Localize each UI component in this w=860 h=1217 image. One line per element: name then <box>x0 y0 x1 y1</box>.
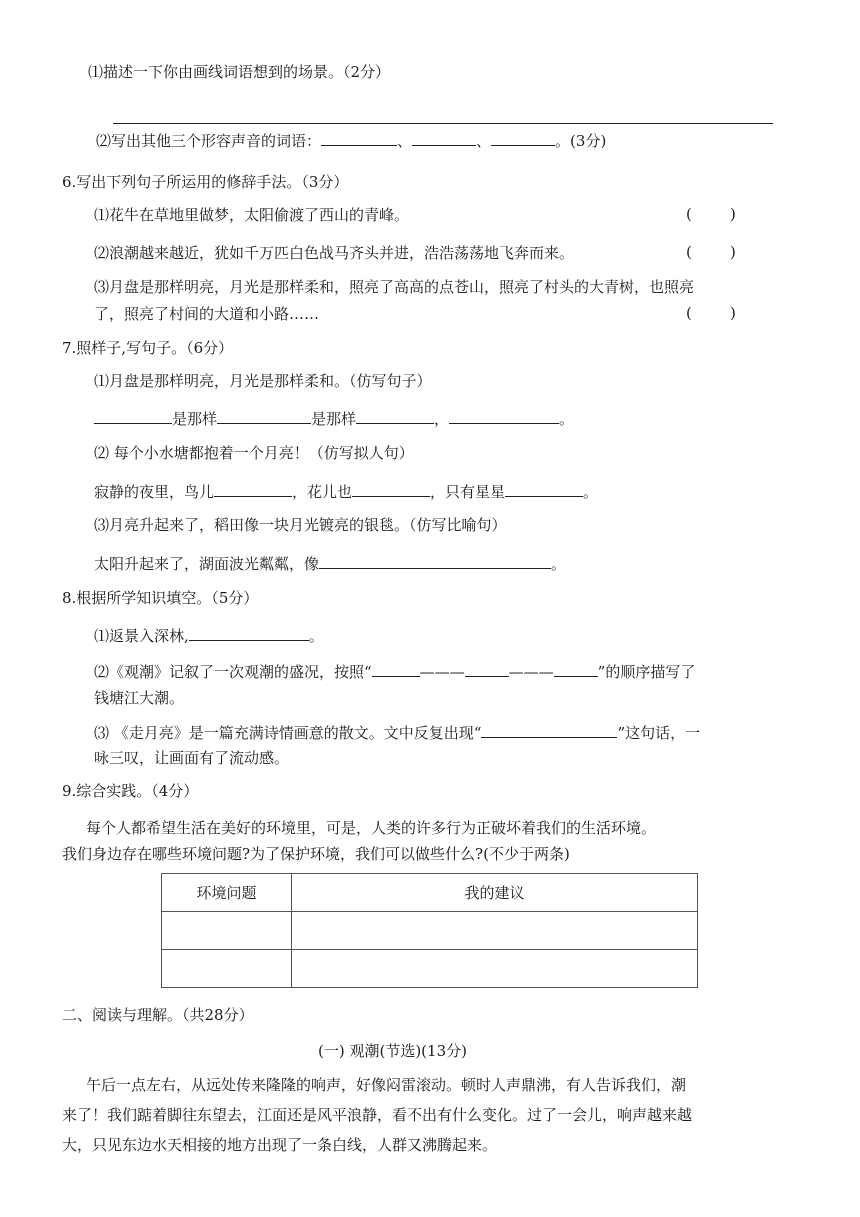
q8-item-1 <box>94 624 324 646</box>
answer-blank[interactable] <box>352 480 430 497</box>
answer-blank[interactable] <box>481 721 617 738</box>
table-header-problem: 环境问题 <box>162 874 292 912</box>
answer-blank[interactable] <box>491 129 555 146</box>
q7-sentence-2-answer <box>94 480 598 502</box>
q8-item-3 <box>94 721 700 743</box>
q5-sub2-suffix: 。(3分) <box>555 132 607 150</box>
q5-sub2-prefix: ⑵写出其他三个形容声音的词语： <box>96 132 322 150</box>
answer-blank[interactable] <box>217 407 311 424</box>
text: 。 <box>559 410 575 428</box>
q7-sentence-2: ⑵ 每个小水塘都抱着一个月亮！（仿写拟人句） <box>94 444 414 462</box>
text: ⑶ 《走月亮》是一篇充满诗情画意的散文。文中反复出现“ <box>94 724 482 742</box>
q9-paragraph-1: 每个人都希望生活在美好的环境里，可是，人类的许多行为正破坏着我们的生活环境。 <box>86 819 657 837</box>
q6-sentence-2: ⑵浪潮越来越近，犹如千万匹白色战马齐头并进，浩浩荡荡地飞奔而来。 <box>94 244 575 262</box>
q7-sentence-3: ⑶月亮升起来了，稻田像一块月光镀亮的银毯。（仿写比喻句） <box>94 516 507 534</box>
q5-sub1: ⑴描述一下你由画线词语想到的场景。（2分） <box>88 63 391 81</box>
separator: 、 <box>397 132 413 150</box>
text: 。 <box>551 555 567 573</box>
table-cell-input[interactable] <box>292 912 698 950</box>
answer-paren[interactable]: ( ) <box>686 304 736 322</box>
q8-item-2 <box>94 660 695 682</box>
answer-blank[interactable] <box>189 624 309 641</box>
table-cell-input[interactable] <box>162 912 292 950</box>
answer-blank[interactable] <box>505 480 583 497</box>
q7-sentence-1-answer <box>94 407 574 429</box>
text: 。 <box>583 483 599 501</box>
table-row <box>162 912 698 950</box>
text: ”的顺序描写了 <box>597 663 696 681</box>
text: 是那样 <box>172 410 218 428</box>
text: 太阳升起来了，湖面波光粼粼，像 <box>94 555 320 573</box>
table-row <box>162 950 698 988</box>
answer-blank[interactable] <box>449 407 559 424</box>
passage-line-3: 大，只见东边水天相接的地方出现了一条白线，人群又沸腾起来。 <box>62 1136 498 1154</box>
text: ”这句话，一 <box>617 724 701 742</box>
text: ，只有星星 <box>430 483 506 501</box>
table-cell-input[interactable] <box>162 950 292 988</box>
section-2-title: 二、阅读与理解。（共28分） <box>62 1006 254 1024</box>
q8-title: 8.根据所学知识填空。（5分） <box>62 589 259 607</box>
q9-paragraph-2: 我们身边存在哪些环境问题?为了保护环境，我们可以做些什么?(不少于两条) <box>62 845 570 863</box>
answer-blank[interactable] <box>465 660 509 677</box>
table-header-row <box>162 874 698 912</box>
answer-blank[interactable] <box>554 660 598 677</box>
q9-title: 9.综合实践。（4分） <box>62 782 199 800</box>
q8-item-3-line2: 咏三叹，让画面有了流动感。 <box>94 749 290 767</box>
answer-blank[interactable] <box>319 552 551 569</box>
q6-sentence-3-line2: 了，照亮了村间的大道和小路…… <box>94 305 320 323</box>
separator: 、 <box>476 132 492 150</box>
answer-blank[interactable] <box>356 407 434 424</box>
answer-blank[interactable] <box>412 129 476 146</box>
q6-title: 6.写出下列句子所运用的修辞手法。（3分） <box>62 173 349 191</box>
passage-title: (一) 观潮(节选)(13分) <box>318 1042 467 1060</box>
q6-sentence-3-line1: ⑶月盘是那样明亮，月光是那样柔和，照亮了高高的点苍山，照亮了村头的大青树，也照亮 <box>94 278 695 296</box>
dash: ——— <box>508 663 554 681</box>
table-cell-input[interactable] <box>292 950 698 988</box>
environment-table <box>161 873 698 988</box>
q7-sentence-1: ⑴月盘是那样明亮，月光是那样柔和。（仿写句子） <box>94 372 432 390</box>
passage-line-1: 午后一点左右，从远处传来隆隆的响声，好像闷雷滚动。顿时人声鼎沸，有人告诉我们，潮 <box>86 1076 687 1094</box>
q7-sentence-3-answer <box>94 552 566 574</box>
text: ，花儿也 <box>292 483 353 501</box>
answer-paren[interactable]: ( ) <box>686 205 736 223</box>
answer-blank[interactable] <box>372 660 420 677</box>
text: 寂静的夜里，鸟儿 <box>94 483 215 501</box>
text: ⑵《观潮》记叙了一次观潮的盛况，按照“ <box>94 663 372 681</box>
answer-blank[interactable] <box>214 480 292 497</box>
answer-paren[interactable]: ( ) <box>686 243 736 261</box>
q5-sub2 <box>96 129 606 151</box>
answer-line[interactable] <box>113 123 773 124</box>
text: ， <box>434 410 450 428</box>
text: 。 <box>308 627 324 645</box>
answer-blank[interactable] <box>94 407 172 424</box>
dash: ——— <box>419 663 465 681</box>
text: ⑴返景入深林, <box>94 627 189 645</box>
table-header-suggestion: 我的建议 <box>292 874 698 912</box>
answer-blank[interactable] <box>321 129 397 146</box>
q8-item-2-line2: 钱塘江大潮。 <box>94 689 185 707</box>
q6-sentence-1: ⑴花牛在草地里做梦，太阳偷渡了西山的青峰。 <box>94 206 410 224</box>
passage-line-2: 来了！我们踮着脚往东望去，江面还是风平浪静，看不出有什么变化。过了一会儿，响声越来越 <box>62 1106 693 1124</box>
q7-title: 7.照样子,写句子。（6分） <box>62 339 234 357</box>
text: 是那样 <box>311 410 357 428</box>
